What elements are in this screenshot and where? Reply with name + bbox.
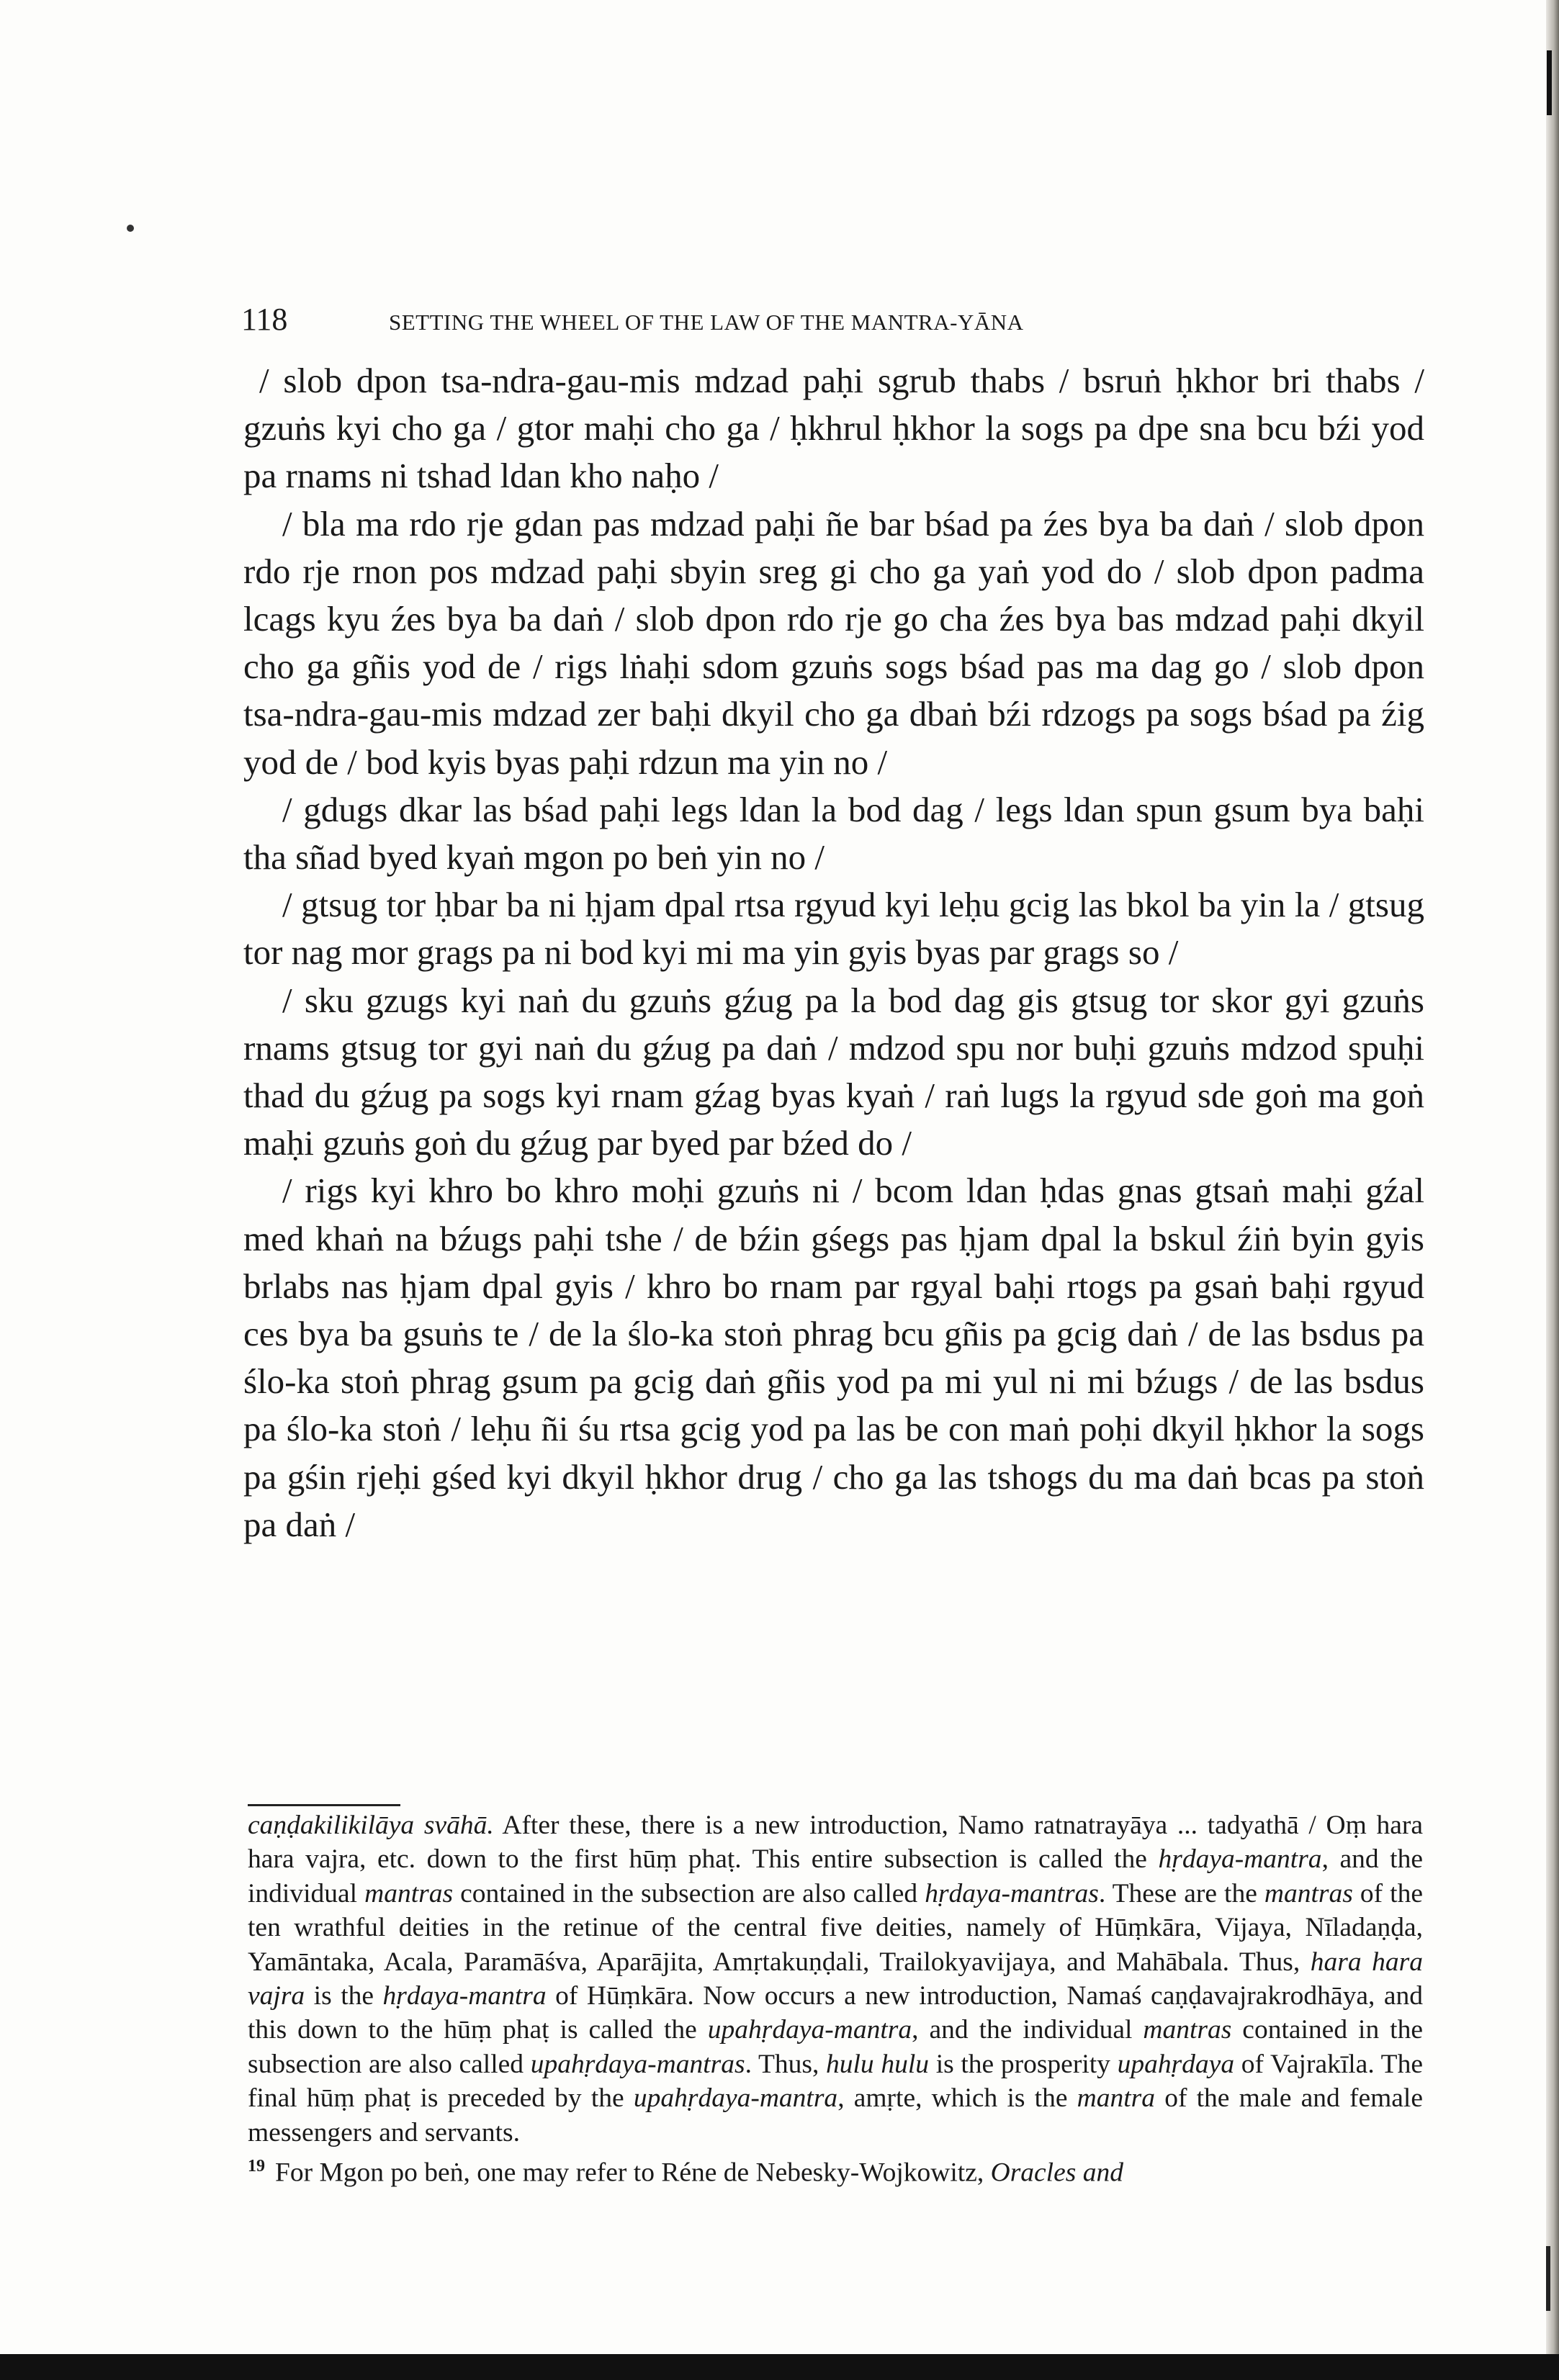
fn-italic: hara hara vajra — [248, 1947, 1423, 2011]
fn-italic: Oracles and — [990, 2158, 1123, 2188]
fn-text: , and the individual — [912, 2015, 1144, 2045]
fn-text: of Hūṃkāra. Now occurs a new introduction, Namaś caṇḍavajrakrodhāya, and this down to the hūṃ phaṭ is called the — [248, 1981, 1423, 2045]
fn-text: , and the individual — [248, 1844, 1423, 1908]
fn-text: of the ten wrathful deities in the retinue of the central five deities, namely of Hūṃkāra, Vijaya, Nīladaṇḍa, Yamāntaka, Acala, Paramāśva, Aparājita, Amṛtakuṇḍali, Trailokyavijaya, and Mahābala. Thus, — [248, 1878, 1423, 1977]
scan-bottom-edge — [0, 2354, 1559, 2380]
fn-text: . These are the — [1098, 1878, 1264, 1908]
fn-italic: upahṛdaya-mantras — [530, 2049, 745, 2079]
page-header — [241, 301, 1422, 344]
fn-italic: mantras — [1264, 1878, 1353, 1908]
footnotes — [248, 1808, 1423, 2190]
body-paragraph: / sku gzugs kyi naṅ du gzuṅs gźug pa la bod dag gis gtsug tor skor gyi gzuṅs rnams gtsug tor gyi naṅ du gźug pa daṅ / mdzod spu nor buḥi gzuṅs mdzod spuḥi thad du gźug pa sogs kyi rnam gźag byas kyaṅ / raṅ lugs la rgyud sde goṅ ma goṅ maḥi gzuṅs goṅ du gźug par byed par bźed do / — [243, 980, 1424, 1163]
fn-text: . Thus, — [745, 2049, 827, 2079]
fn-italic: mantras — [364, 1878, 454, 1908]
running-head: SETTING THE WHEEL OF THE LAW OF THE MANTRA-YĀNA — [389, 310, 1024, 335]
fn-text: contained in the subsection are also called — [248, 2015, 1423, 2079]
ink-dot — [127, 225, 134, 232]
fn-italic: caṇḍakilikilāya svāhā. — [248, 1811, 494, 1840]
fn-text: of the male and female messengers and servants. — [248, 2083, 1423, 2147]
page-number: 118 — [241, 302, 288, 337]
fn-text: , amṛte, which is the — [837, 2083, 1077, 2114]
fn-text: is the prosperity — [929, 2049, 1118, 2079]
footnote-18-continuation — [248, 1808, 1423, 2150]
fn-italic: hulu hulu — [826, 2049, 930, 2079]
body-paragraph: / gtsug tor ḥbar ba ni ḥjam dpal rtsa rgyud kyi leḥu gcig las bkol ba yin la / gtsug tor nag mor grags pa ni bod kyi mi ma yin gyis byas par grags so / — [243, 885, 1424, 973]
body-paragraph: / slob dpon tsa-ndra-gau-mis mdzad paḥi sgrub thabs / bsruṅ ḥkhor bri thabs / gzuṅs kyi cho ga / gtor maḥi cho ga / ḥkhrul ḥkhor la sogs pa dpe sna bcu bźi yod pa rnams ni tshad ldan kho naḥo / — [243, 361, 1424, 496]
fn-text: contained in the subsection are also called — [453, 1878, 925, 1908]
fn-text: For Mgon po beṅ, one may refer to Réne de Nebesky-Wojkowitz, — [275, 2158, 991, 2188]
fn-italic: mantras — [1143, 2015, 1232, 2045]
fn-italic: upahṛdaya-mantra — [707, 2015, 912, 2045]
body-paragraph: / rigs kyi khro bo khro moḥi gzuṅs ni / bcom ldan ḥdas gnas gtsaṅ maḥi gźal med khaṅ na bźugs paḥi tshe / de bźin gśegs pas ḥjam dpal la bskul źiṅ byin gyis brlabs nas ḥjam dpal gyis / khro bo rnam par rgyal baḥi rtogs pa gsaṅ baḥi rgyud ces bya ba gsuṅs te / de la ślo-ka stoṅ phrag bcu gñis pa gcig daṅ / de las bsdus pa ślo-ka stoṅ phrag gsum pa gcig daṅ gñis yod pa mi yul ni mi bźugs / de las bsdus pa ślo-ka stoṅ / leḥu ñi śu rtsa gcig yod pa las be con maṅ poḥi dkyil ḥkhor la sogs pa gśin rjeḥi gśed kyi dkyil ḥkhor drug / cho ga las tshogs du ma daṅ bcas pa stoṅ pa daṅ / — [243, 1171, 1424, 1544]
footnote-marker: 19 — [248, 2157, 265, 2176]
margin-mark — [1546, 2246, 1550, 2311]
footnote-19 — [248, 2150, 1423, 2190]
margin-mark — [1547, 50, 1552, 115]
fn-italic: hṛdaya-mantras — [925, 1878, 1099, 1908]
fn-text: is the — [305, 1981, 383, 2011]
fn-text: After these, there is a new introduction, Namo ratnatrayāya ... tadyathā / Oṃ hara hara vajra, etc. down to the first hūṃ phaṭ. This entire subsection is called the — [248, 1811, 1423, 1875]
body-paragraph: / gdugs dkar las bśad paḥi legs ldan la bod dag / legs ldan spun gsum bya baḥi tha sñad byed kyaṅ mgon po beṅ yin no / — [243, 789, 1424, 878]
body-paragraph: / bla ma rdo rje gdan pas mdzad paḥi ñe bar bśad pa źes bya ba daṅ / slob dpon rdo rje rnon pos mdzad paḥi sbyin sreg gi cho ga yaṅ yod do / slob dpon padma lcags kyu źes bya ba daṅ / slob dpon rdo rje go cha źes bya bas mdzad paḥi dkyil cho ga gñis yod de / rigs lṅaḥi sdom gzuṅs sogs bśad pas ma dag go / slob dpon tsa-ndra-gau-mis mdzad zer baḥi dkyil cho ga dbaṅ bźi rdzogs pa sogs bśad pa źig yod de / bod kyis byas paḥi rdzun ma yin no / — [243, 503, 1424, 782]
fn-italic: hṛdaya-mantra — [382, 1981, 547, 2011]
fn-italic: mantra — [1077, 2083, 1156, 2114]
footnote-rule — [248, 1804, 400, 1806]
fn-italic: hṛdaya-mantra — [1158, 1844, 1322, 1875]
page-edge-shadow — [1546, 0, 1559, 2380]
main-text — [243, 357, 1424, 1549]
fn-text: of Vajrakīla. The final hūṃ phaṭ is preceded by the — [248, 2049, 1423, 2114]
fn-italic: upahṛdaya-mantra — [633, 2083, 838, 2114]
fn-italic: upahṛdaya — [1117, 2049, 1235, 2079]
